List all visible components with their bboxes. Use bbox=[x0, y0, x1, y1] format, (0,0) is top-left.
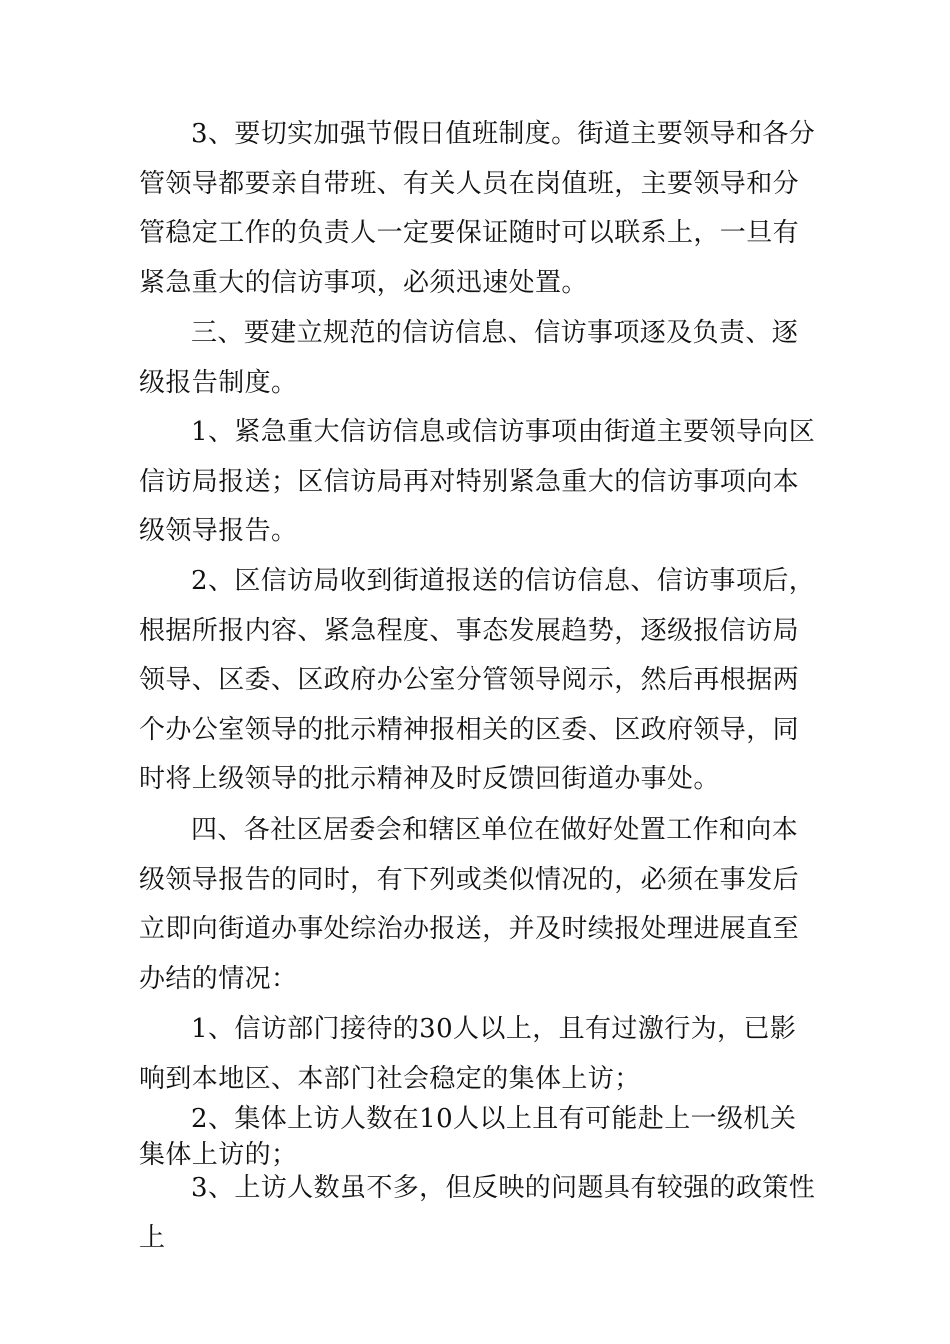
paragraph-item-30-people: 1、信访部门接待的30人以上，且有过激行为，已影响到本地区、本部门社会稳定的集体上访； bbox=[139, 1014, 797, 1094]
paragraph-duty-system: 3、要切实加强节假日值班制度。街道主要领导和各分管领导都要亲自带班、有关人员在岗值班，主要领导和分管稳定工作的负责人一定要保证随时可以联系上，一旦有紧急重大的信访事项，必须迅速处置。 bbox=[139, 119, 816, 298]
paragraph-section-three-heading: 三、要建立规范的信访信息、信访事项逐及负责、逐级报告制度。 bbox=[139, 318, 799, 398]
paragraph-item-policy: 3、上访人数虽不多，但反映的问题具有较强的政策性上 bbox=[139, 1173, 816, 1253]
paragraph-urgent-report: 1、紧急重大信访信息或信访事项由街道主要领导向区信访局报送；区信访局再对特别紧急重大的信访事项向本级领导报告。 bbox=[139, 417, 816, 546]
paragraph-section-four-heading: 四、各社区居委会和辖区单位在做好处置工作和向本级领导报告的同时，有下列或类似情况的，必须在事发后立即向街道办事处综治办报送，并及时续报处理进展直至办结的情况： bbox=[139, 815, 800, 994]
paragraph-bureau-processing: 2、区信访局收到街道报送的信访信息、信访事项后，根据所报内容、紧急程度、事态发展趋势，逐级报信访局领导、区委、区政府办公室分管领导阅示，然后再根据两个办公室领导的批示精神报相关的区委、区政府领导，同时将上级领导的批示精神及时反馈回街道办事处。 bbox=[139, 566, 816, 794]
paragraph-item-10-people: 2、集体上访人数在10人以上且有可能赴上一级机关集体上访的； bbox=[139, 1104, 797, 1170]
